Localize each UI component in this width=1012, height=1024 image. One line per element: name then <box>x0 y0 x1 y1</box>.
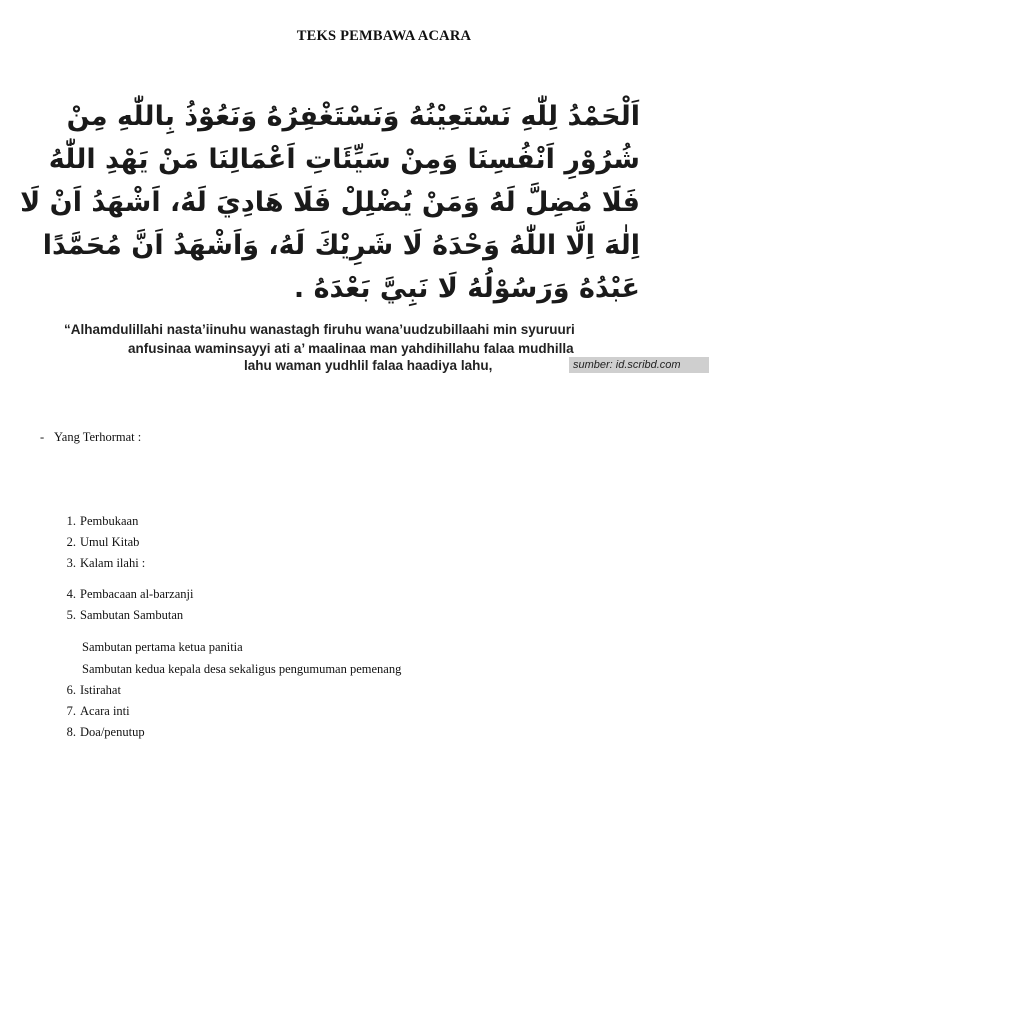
sambutan-detail: Sambutan pertama ketua panitia <box>82 640 243 654</box>
list-item-number: 2. <box>66 535 76 549</box>
greeting-bullet: - <box>40 430 45 444</box>
list-item-number: 8. <box>66 725 76 739</box>
arabic-line: اَلْحَمْدُ لِلّٰهِ نَسْتَعِيْنُهُ وَنَسْتَغْفِرُهُ وَنَعُوْذُ بِاللّٰهِ مِنْ <box>66 101 640 132</box>
arabic-line: فَلَا مُضِلَّ لَهُ وَمَنْ يُضْلِلْ فَلَا هَادِيَ لَهُ، اَشْهَدُ اَنْ لَا <box>20 187 640 218</box>
transliteration-line-1: “Alhamdulillahi nasta’iinuhu wanastagh firuhu wana’uudzubillaahi min syuruuri <box>64 322 575 337</box>
arabic-line: شُرُوْرِ اَنْفُسِنَا وَمِنْ سَيِّئَاتِ اَعْمَالِنَا مَنْ يَهْدِ اللّٰهُ <box>48 144 640 175</box>
list-item-number: 3. <box>66 556 76 570</box>
list-item-number: 5. <box>66 608 76 622</box>
arabic-opening-prayer-image <box>20 95 640 313</box>
greeting-text: Yang Terhormat : <box>54 430 142 444</box>
list-item-label: Istirahat <box>80 683 121 697</box>
list-item-label: Acara inti <box>80 704 130 718</box>
list-item-label: Doa/penutup <box>80 725 145 739</box>
sambutan-detail: Sambutan kedua kepala desa sekaligus pengumuman pemenang <box>82 662 402 676</box>
arabic-line: اِلٰهَ اِلَّا اللّٰهُ وَحْدَهُ لَا شَرِيْكَ لَهُ، وَاَشْهَدُ اَنَّ مُحَمَّدًا <box>42 230 640 261</box>
list-item-label: Pembacaan al-barzanji <box>80 587 194 601</box>
greeting <box>40 430 141 445</box>
list-item-number: 4. <box>66 587 76 601</box>
list-item-number: 7. <box>66 704 76 718</box>
transliteration-line-3: lahu waman yudhlil falaa haadiya lahu, <box>244 358 493 373</box>
source-badge: sumber: id.scribd.com <box>569 357 709 373</box>
list-item-number: 6. <box>66 683 76 697</box>
page-title: TEKS PEMBAWA ACARA <box>296 28 472 44</box>
list-item-label: Pembukaan <box>80 514 139 528</box>
list-item-number: 1. <box>66 514 76 528</box>
list-item-label: Kalam ilahi : <box>80 556 146 570</box>
arabic-line: عَبْدُهُ وَرَسُوْلُهُ لَا نَبِيَّ بَعْدَهُ . <box>293 273 640 304</box>
transliteration-line-2: anfusinaa waminsayyi ati a’ maalinaa man yahdihillahu falaa mudhilla <box>128 341 574 356</box>
list-item-label: Sambutan Sambutan <box>80 608 184 622</box>
list-item-label: Umul Kitab <box>80 535 140 549</box>
